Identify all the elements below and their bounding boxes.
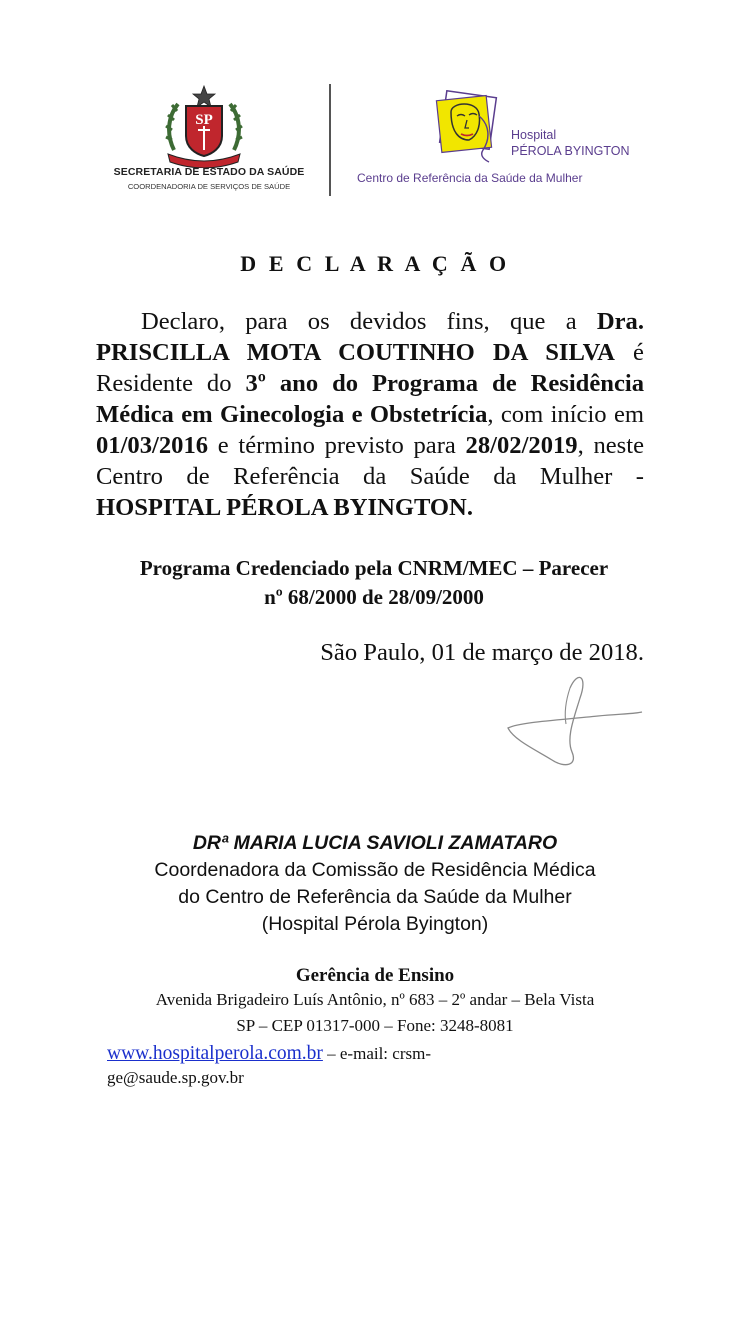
hospital-name: [511, 128, 630, 159]
department-name: Gerência de Ensino: [295, 965, 455, 986]
document-title: D E C L A R A Ç Ã O: [240, 251, 510, 276]
start-date: 01/03/2016: [96, 432, 209, 459]
coordinator-role-line3: (Hospital Pérola Byington): [261, 913, 489, 935]
hospital-name-line2: PÉROLA BYINGTON: [511, 143, 630, 158]
end-date: 28/02/2019: [465, 432, 578, 459]
hospital-subtitle: Centro de Referência da Saúde da Mulher: [357, 171, 583, 185]
body-text-2: é Residente do: [96, 339, 644, 397]
sp-logo-text: SP: [195, 112, 213, 128]
program-accreditation-line2: nº 68/2000 de 28/09/2000: [264, 585, 484, 609]
resident-name: Dra. PRISCILLA MOTA COUTINHO DA SILVA: [96, 308, 644, 366]
coordinator-role-line1: Coordenadora da Comissão de Residência Médica: [154, 859, 596, 881]
program-accreditation-line1: Programa Credenciado pela CNRM/MEC – Parecer: [139, 556, 609, 580]
header-divider: [329, 84, 331, 196]
place-date: São Paulo, 01 de março de 2018.: [320, 639, 644, 666]
hospital-name-line1: Hospital: [511, 128, 557, 142]
coordinator-name: DRª MARIA LUCIA SAVIOLI ZAMATARO: [192, 832, 558, 854]
coordinator-role-line2: do Centro de Referência da Saúde da Mulher: [178, 886, 572, 908]
program-accreditation: [62, 554, 686, 612]
address-line1: Avenida Brigadeiro Luís Antônio, nº 683 – 2º andar – Bela Vista: [155, 990, 595, 1009]
sp-secretariat-subtitle: COORDENADORIA DE SERVIÇOS DE SAÚDE: [127, 182, 291, 191]
program-name: 3º ano do Programa de Residência Médica em Ginecologia e Obstetrícia: [96, 370, 644, 428]
body-text-4: e término previsto para: [208, 432, 466, 459]
hospital-face-logo-icon: [433, 90, 501, 166]
coordinator-block: [0, 830, 750, 938]
declaration-body: [96, 306, 644, 523]
body-text-3: , com início em: [487, 401, 644, 428]
hospital-reference: HOSPITAL PÉROLA BYINGTON.: [96, 494, 473, 521]
website-link[interactable]: www.hospitalperola.com.br: [107, 1043, 323, 1064]
sp-secretariat-title: SECRETARIA DE ESTADO DA SAÚDE: [113, 166, 305, 178]
email-prefix: – e-mail: crsm-: [322, 1044, 431, 1063]
address-line2: SP – CEP 01317-000 – Fone: 3248-8081: [236, 1016, 514, 1035]
sp-coat-of-arms-icon: [160, 84, 248, 168]
signature-icon: [500, 668, 650, 773]
body-text-5: , neste Centro de Referência da Saúde da Mulher -: [96, 432, 644, 490]
letterhead: [0, 0, 750, 220]
email-address: ge@saude.sp.gov.br: [107, 1068, 244, 1087]
body-text-1: Declaro, para os devidos fins, que a: [141, 308, 597, 335]
contact-info: [107, 1042, 527, 1090]
